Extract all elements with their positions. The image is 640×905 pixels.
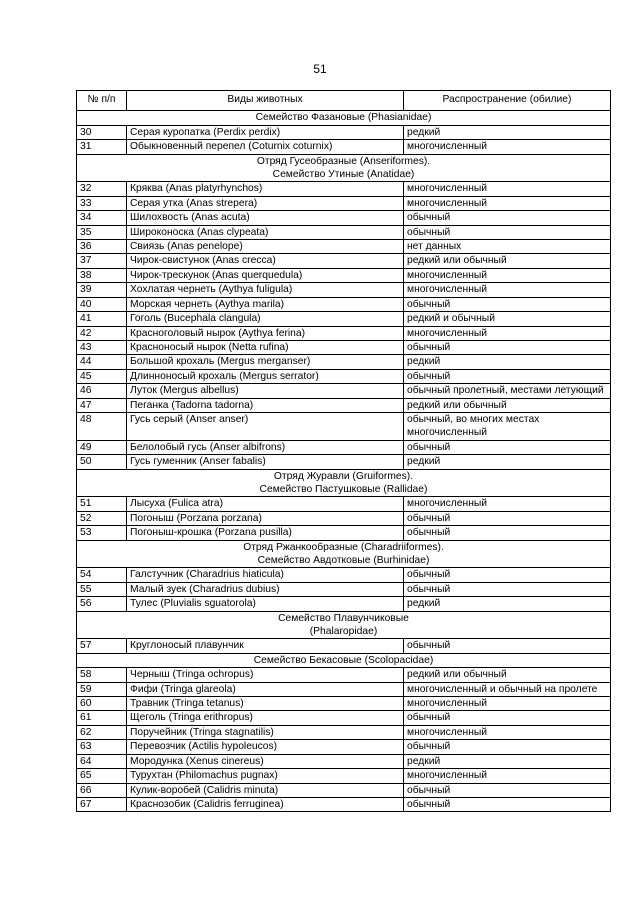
- table-row: [77, 668, 611, 682]
- table-row: [77, 240, 611, 254]
- row-number-cell: 40: [77, 297, 127, 311]
- species-cell: Красноголовый нырок (Aythya ferina): [127, 326, 404, 340]
- distribution-cell: обычный: [404, 211, 611, 225]
- group-header-row: [77, 653, 611, 667]
- species-cell: Длинноносый крохаль (Mergus serrator): [127, 369, 404, 383]
- species-cell: Белолобый гусь (Anser albifrons): [127, 440, 404, 454]
- row-number-cell: 45: [77, 369, 127, 383]
- group-header-line: Семейство Утиные (Anatidae): [272, 169, 415, 181]
- distribution-cell: обычный: [404, 783, 611, 797]
- group-header-line: Отряд Гусеобразные (Anseriformes).: [256, 155, 431, 167]
- group-header: [77, 653, 611, 667]
- distribution-cell: обычный: [404, 340, 611, 354]
- row-number-cell: 33: [77, 196, 127, 210]
- species-cell: Морская чернеть (Aythya marila): [127, 297, 404, 311]
- row-number-cell: 65: [77, 769, 127, 783]
- distribution-cell: обычный: [404, 582, 611, 596]
- group-header-row: [77, 154, 611, 182]
- table-row: [77, 725, 611, 739]
- row-number-cell: 50: [77, 455, 127, 469]
- table-row: [77, 412, 611, 440]
- species-cell: Чирок-трескунок (Anas querquedula): [127, 268, 404, 282]
- distribution-cell: многочисленный: [404, 140, 611, 154]
- group-header-line: Семейство Авдотковые (Burhinidae): [257, 555, 430, 566]
- table-row: [77, 682, 611, 696]
- distribution-cell: обычный: [404, 369, 611, 383]
- species-cell: Чирок-свистунок (Anas crecca): [127, 254, 404, 268]
- table-row: [77, 526, 611, 540]
- table-row: [77, 225, 611, 239]
- row-number-cell: 48: [77, 412, 127, 440]
- table-row: [77, 697, 611, 711]
- distribution-cell: обычный: [404, 711, 611, 725]
- row-number-cell: 31: [77, 140, 127, 154]
- table-row: [77, 398, 611, 412]
- row-number-cell: 43: [77, 340, 127, 354]
- distribution-cell: многочисленный: [404, 697, 611, 711]
- table-row: [77, 511, 611, 525]
- distribution-cell: обычный: [404, 440, 611, 454]
- row-number-cell: 67: [77, 797, 127, 811]
- table-row: [77, 639, 611, 653]
- row-number-cell: 56: [77, 597, 127, 611]
- table-header-row: [77, 91, 611, 111]
- table-body: [77, 111, 611, 812]
- row-number-cell: 34: [77, 211, 127, 225]
- row-number-cell: 51: [77, 497, 127, 511]
- group-header: [77, 540, 611, 568]
- distribution-cell: редкий: [404, 355, 611, 369]
- table-row: [77, 769, 611, 783]
- distribution-cell: редкий: [404, 754, 611, 768]
- species-cell: Серая куропатка (Perdix perdix): [127, 125, 404, 139]
- table-row: [77, 182, 611, 196]
- species-cell: Галстучник (Charadrius hiaticula): [127, 568, 404, 582]
- row-number-cell: 59: [77, 682, 127, 696]
- row-number-cell: 64: [77, 754, 127, 768]
- header-num: № п/п: [77, 91, 127, 111]
- species-cell: Широконоска (Anas clypeata): [127, 225, 404, 239]
- distribution-cell: нет данных: [404, 240, 611, 254]
- table-row: [77, 355, 611, 369]
- distribution-cell: редкий или обычный: [404, 668, 611, 682]
- header-distribution: Распространение (обилие): [404, 91, 611, 111]
- distribution-cell: обычный: [404, 740, 611, 754]
- distribution-cell: многочисленный: [404, 268, 611, 282]
- species-cell: Шилохвость (Anas acuta): [127, 211, 404, 225]
- species-cell: Травник (Tringa tetanus): [127, 697, 404, 711]
- row-number-cell: 46: [77, 384, 127, 398]
- table-row: [77, 568, 611, 582]
- species-table: [76, 90, 611, 812]
- table-row: [77, 125, 611, 139]
- distribution-cell: обычный, во многих местах многочисленный: [404, 412, 611, 440]
- group-header-line: (Phalaropidae): [309, 626, 378, 638]
- species-cell: Большой крохаль (Mergus merganser): [127, 355, 404, 369]
- distribution-cell: многочисленный: [404, 182, 611, 196]
- table-row: [77, 783, 611, 797]
- page-number: 51: [313, 62, 327, 76]
- row-number-cell: 66: [77, 783, 127, 797]
- distribution-cell: обычный: [404, 797, 611, 811]
- table-row: [77, 369, 611, 383]
- row-number-cell: 35: [77, 225, 127, 239]
- table-row: [77, 711, 611, 725]
- species-cell: Свиязь (Anas penelope): [127, 240, 404, 254]
- row-number-cell: 37: [77, 254, 127, 268]
- species-cell: Погоныш (Porzana porzana): [127, 511, 404, 525]
- species-cell: Кряква (Anas platyrhynchos): [127, 182, 404, 196]
- group-header-line: Семейство Плавунчиковые: [278, 612, 409, 624]
- species-cell: Тулес (Pluvialis sguatorola): [127, 597, 404, 611]
- distribution-cell: редкий: [404, 125, 611, 139]
- group-header-line: Отряд Ржанкообразные (Charadriiformes).: [243, 541, 444, 553]
- table-row: [77, 254, 611, 268]
- table-row: [77, 740, 611, 754]
- table-row: [77, 312, 611, 326]
- group-header: [77, 469, 611, 497]
- species-cell: Черныш (Tringa ochropus): [127, 668, 404, 682]
- row-number-cell: 57: [77, 639, 127, 653]
- row-number-cell: 54: [77, 568, 127, 582]
- distribution-cell: редкий: [404, 455, 611, 469]
- distribution-cell: многочисленный: [404, 725, 611, 739]
- species-cell: Малый зуек (Charadrius dubius): [127, 582, 404, 596]
- species-cell: Фифи (Tringa glareola): [127, 682, 404, 696]
- species-cell: Поручейник (Tringa stagnatilis): [127, 725, 404, 739]
- table-row: [77, 140, 611, 154]
- table-row: [77, 268, 611, 282]
- species-cell: Краснозобик (Calidris ferruginea): [127, 797, 404, 811]
- table-row: [77, 211, 611, 225]
- row-number-cell: 52: [77, 511, 127, 525]
- group-header: [77, 611, 611, 639]
- table-row: [77, 582, 611, 596]
- distribution-cell: обычный: [404, 225, 611, 239]
- group-header-line: Семейство Фазановые (Phasianidae): [255, 112, 432, 124]
- species-cell: Обыкновенный перепел (Coturnix coturnix): [127, 140, 404, 154]
- group-header-row: [77, 111, 611, 125]
- table-row: [77, 326, 611, 340]
- row-number-cell: 41: [77, 312, 127, 326]
- distribution-cell: многочисленный: [404, 769, 611, 783]
- species-cell: Красноносый нырок (Netta rufina): [127, 340, 404, 354]
- species-cell: Луток (Mergus albellus): [127, 384, 404, 398]
- table-row: [77, 384, 611, 398]
- species-cell: Щеголь (Tringa erithropus): [127, 711, 404, 725]
- group-header: [77, 111, 611, 125]
- group-header-line: Семейство Бекасовые (Scolopacidae): [253, 654, 434, 666]
- row-number-cell: 36: [77, 240, 127, 254]
- row-number-cell: 60: [77, 697, 127, 711]
- row-number-cell: 42: [77, 326, 127, 340]
- distribution-cell: редкий или обычный: [404, 398, 611, 412]
- species-cell: Пеганка (Tadorna tadorna): [127, 398, 404, 412]
- row-number-cell: 61: [77, 711, 127, 725]
- row-number-cell: 32: [77, 182, 127, 196]
- table-row: [77, 196, 611, 210]
- row-number-cell: 63: [77, 740, 127, 754]
- species-cell: Гоголь (Bucephala clangula): [127, 312, 404, 326]
- distribution-cell: многочисленный и обычный на пролете: [404, 682, 611, 696]
- row-number-cell: 44: [77, 355, 127, 369]
- distribution-cell: многочисленный: [404, 283, 611, 297]
- species-cell: Турухтан (Philomachus pugnax): [127, 769, 404, 783]
- distribution-cell: многочисленный: [404, 196, 611, 210]
- row-number-cell: 39: [77, 283, 127, 297]
- group-header-row: [77, 611, 611, 639]
- row-number-cell: 49: [77, 440, 127, 454]
- distribution-cell: многочисленный: [404, 497, 611, 511]
- table-row: [77, 497, 611, 511]
- distribution-cell: обычный: [404, 511, 611, 525]
- group-header-row: [77, 469, 611, 497]
- species-cell: Погоныш-крошка (Porzana pusilla): [127, 526, 404, 540]
- group-header: [77, 154, 611, 182]
- species-cell: Кулик-воробей (Calidris minuta): [127, 783, 404, 797]
- group-header-row: [77, 540, 611, 568]
- table-row: [77, 340, 611, 354]
- row-number-cell: 47: [77, 398, 127, 412]
- group-header-line: Отряд Журавли (Gruiformes).: [273, 470, 414, 482]
- distribution-cell: обычный пролетный, местами летующий: [404, 384, 611, 398]
- row-number-cell: 53: [77, 526, 127, 540]
- table-row: [77, 754, 611, 768]
- row-number-cell: 38: [77, 268, 127, 282]
- row-number-cell: 55: [77, 582, 127, 596]
- distribution-cell: обычный: [404, 526, 611, 540]
- row-number-cell: 58: [77, 668, 127, 682]
- species-cell: Мородунка (Xenus cinereus): [127, 754, 404, 768]
- distribution-cell: редкий или обычный: [404, 254, 611, 268]
- table-row: [77, 283, 611, 297]
- species-cell: Серая утка (Anas strepera): [127, 196, 404, 210]
- species-cell: Хохлатая чернеть (Aythya fuligula): [127, 283, 404, 297]
- table-row: [77, 797, 611, 811]
- table-row: [77, 597, 611, 611]
- table-row: [77, 455, 611, 469]
- header-species: Виды животных: [127, 91, 404, 111]
- table-row: [77, 297, 611, 311]
- distribution-cell: обычный: [404, 639, 611, 653]
- distribution-cell: редкий и обычный: [404, 312, 611, 326]
- table-row: [77, 440, 611, 454]
- distribution-cell: обычный: [404, 297, 611, 311]
- group-header-line: Семейство Пастушковые (Rallidae): [259, 483, 428, 495]
- species-cell: Лысуха (Fulica atra): [127, 497, 404, 511]
- distribution-cell: обычный: [404, 568, 611, 582]
- species-cell: Круглоносый плавунчик: [127, 639, 404, 653]
- species-cell: Перевозчик (Actilis hypoleucos): [127, 740, 404, 754]
- row-number-cell: 30: [77, 125, 127, 139]
- row-number-cell: 62: [77, 725, 127, 739]
- species-cell: Гусь серый (Anser anser): [127, 412, 404, 440]
- distribution-cell: многочисленный: [404, 326, 611, 340]
- species-cell: Гусь гуменник (Anser fabalis): [127, 455, 404, 469]
- distribution-cell: редкий: [404, 597, 611, 611]
